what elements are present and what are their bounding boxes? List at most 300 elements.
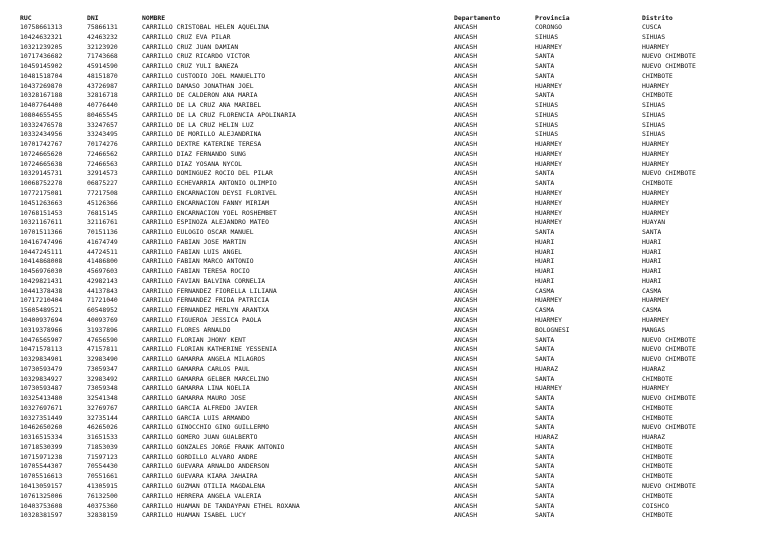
departamento-cell: ANCASH xyxy=(454,481,478,490)
provincia-cell: SIHUAS xyxy=(535,110,559,119)
provincia-cell: SANTA xyxy=(535,335,555,344)
table-row xyxy=(20,404,760,414)
departamento-cell: ANCASH xyxy=(454,169,478,178)
ruc-cell: 10705516613 xyxy=(20,472,63,481)
nombre-cell: CARRILLO FIGUEROA JESSICA PAOLA xyxy=(142,315,262,324)
nombre-cell: CARRILLO FAVIAN BALVINA CORNELIA xyxy=(142,276,266,285)
departamento-cell: ANCASH xyxy=(454,501,478,510)
distrito-cell: HUARI xyxy=(642,276,662,285)
distrito-cell: NUEVO CHIMBOTE xyxy=(642,355,696,364)
dni-cell: 32769767 xyxy=(87,403,118,412)
departamento-cell: ANCASH xyxy=(454,208,478,217)
departamento-cell: ANCASH xyxy=(454,189,478,198)
departamento-cell: ANCASH xyxy=(454,149,478,158)
ruc-cell: 10717436682 xyxy=(20,52,63,61)
distrito-cell: CHIMBOTE xyxy=(642,472,673,481)
distrito-cell: CHIMBOTE xyxy=(642,442,673,451)
nombre-cell: CARRILLO DEXTRE KATERINE TERESA xyxy=(142,140,262,149)
table-row xyxy=(20,52,760,62)
distrito-cell: HUARMEY xyxy=(642,296,669,305)
column-header-distrito: Distrito xyxy=(642,14,673,22)
table-row xyxy=(20,43,760,53)
provincia-cell: HUARMEY xyxy=(535,296,562,305)
table-row xyxy=(20,228,760,238)
provincia-cell: SANTA xyxy=(535,228,555,237)
table-row xyxy=(20,248,760,258)
table-row xyxy=(20,91,760,101)
distrito-cell: MANGAS xyxy=(642,325,666,334)
table-row xyxy=(20,62,760,72)
dni-cell: 70174276 xyxy=(87,140,118,149)
table-row xyxy=(20,326,760,336)
nombre-cell: CARRILLO DE MORILLO ALEJANDRINA xyxy=(142,130,262,139)
nombre-cell: CARRILLO GARCIA ALFREDO JAVIER xyxy=(142,403,258,412)
table-row xyxy=(20,423,760,433)
ruc-cell: 10329834901 xyxy=(20,355,63,364)
distrito-cell: COISHCO xyxy=(642,501,669,510)
ruc-cell: 10327351449 xyxy=(20,413,63,422)
nombre-cell: CARRILLO DIAZ YOSANA NYCOL xyxy=(142,159,243,168)
nombre-cell: CARRILLO FERNANDEZ FRIDA PATRICIA xyxy=(142,296,269,305)
dni-cell: 32914573 xyxy=(87,169,118,178)
table-row xyxy=(20,345,760,355)
provincia-cell: HUARAZ xyxy=(535,364,559,373)
distrito-cell: CASMA xyxy=(642,306,662,315)
departamento-cell: ANCASH xyxy=(454,71,478,80)
dni-cell: 45697603 xyxy=(87,267,118,276)
dni-cell: 76815145 xyxy=(87,208,118,217)
table-row xyxy=(20,218,760,228)
departamento-cell: ANCASH xyxy=(454,91,478,100)
distrito-cell: CHIMBOTE xyxy=(642,462,673,471)
departamento-cell: ANCASH xyxy=(454,364,478,373)
distrito-cell: CHIMBOTE xyxy=(642,413,673,422)
distrito-cell: NUEVO CHIMBOTE xyxy=(642,52,696,61)
distrito-cell: HUARMEY xyxy=(642,159,669,168)
nombre-cell: CARRILLO ENCARNACION DEYSI FLORIVEL xyxy=(142,189,277,198)
provincia-cell: HUARMEY xyxy=(535,149,562,158)
table-row xyxy=(20,72,760,82)
distrito-cell: HUARI xyxy=(642,257,662,266)
dni-cell: 70551661 xyxy=(87,472,118,481)
dni-cell: 48151870 xyxy=(87,71,118,80)
ruc-cell: 10456976030 xyxy=(20,267,63,276)
provincia-cell: SANTA xyxy=(535,394,555,403)
provincia-cell: SIHUAS xyxy=(535,101,559,110)
departamento-cell: ANCASH xyxy=(454,452,478,461)
dni-cell: 44724511 xyxy=(87,247,118,256)
distrito-cell: NUEVO CHIMBOTE xyxy=(642,423,696,432)
provincia-cell: SANTA xyxy=(535,374,555,383)
ruc-cell: 10332476578 xyxy=(20,120,63,129)
nombre-cell: CARRILLO FERNANDEZ MERLYN ARANTXA xyxy=(142,306,269,315)
table-row xyxy=(20,492,760,502)
provincia-cell: SANTA xyxy=(535,413,555,422)
ruc-cell: 10701742767 xyxy=(20,140,63,149)
table-row xyxy=(20,355,760,365)
dni-cell: 41486800 xyxy=(87,257,118,266)
departamento-cell: ANCASH xyxy=(454,511,478,520)
ruc-cell: 10329834927 xyxy=(20,374,63,383)
dni-cell: 76132500 xyxy=(87,491,118,500)
dni-cell: 71853039 xyxy=(87,442,118,451)
dni-cell: 33243495 xyxy=(87,130,118,139)
nombre-cell: CARRILLO FABIAN JOSE MARTIN xyxy=(142,237,246,246)
dni-cell: 70151136 xyxy=(87,228,118,237)
provincia-cell: HUARMEY xyxy=(535,140,562,149)
ruc-cell: 10414868008 xyxy=(20,257,63,266)
dni-cell: 32816718 xyxy=(87,91,118,100)
nombre-cell: CARRILLO FABIAN LUIS ANGEL xyxy=(142,247,243,256)
departamento-cell: ANCASH xyxy=(454,423,478,432)
distrito-cell: SIHUAS xyxy=(642,120,666,129)
provincia-cell: HUARI xyxy=(535,267,555,276)
departamento-cell: ANCASH xyxy=(454,110,478,119)
departamento-cell: ANCASH xyxy=(454,120,478,129)
ruc-cell: 10332434956 xyxy=(20,130,63,139)
dni-cell: 45914590 xyxy=(87,62,118,71)
departamento-cell: ANCASH xyxy=(454,433,478,442)
distrito-cell: CHIMBOTE xyxy=(642,403,673,412)
ruc-cell: 10701511366 xyxy=(20,228,63,237)
ruc-cell: 10327697671 xyxy=(20,403,63,412)
table-row xyxy=(20,453,760,463)
table-row xyxy=(20,209,760,219)
dni-cell: 42982143 xyxy=(87,276,118,285)
nombre-cell: CARRILLO CRUZ EVA PILAR xyxy=(142,32,231,41)
nombre-cell: CARRILLO FLORIAN KATHERINE YESSENIA xyxy=(142,345,277,354)
dni-cell: 71721040 xyxy=(87,296,118,305)
nombre-cell: CARRILLO ENCARNACION FANNY MIRIAM xyxy=(142,198,269,207)
dni-cell: 32983490 xyxy=(87,355,118,364)
dni-cell: 45126366 xyxy=(87,198,118,207)
table-row xyxy=(20,336,760,346)
distrito-cell: NUEVO CHIMBOTE xyxy=(642,169,696,178)
table-row xyxy=(20,267,760,277)
table-row xyxy=(20,502,760,512)
ruc-cell: 10481518704 xyxy=(20,71,63,80)
column-header-departamento: Departamento xyxy=(454,14,501,22)
nombre-cell: CARRILLO GUEVARA KIARA JAHAIRA xyxy=(142,472,258,481)
nombre-cell: CARRILLO EULOGIO OSCAR MANUEL xyxy=(142,228,254,237)
distrito-cell: NUEVO CHIMBOTE xyxy=(642,345,696,354)
table-row xyxy=(20,257,760,267)
dni-cell: 60548952 xyxy=(87,306,118,315)
provincia-cell: SANTA xyxy=(535,345,555,354)
nombre-cell: CARRILLO CRUZ JUAN DAMIAN xyxy=(142,42,239,51)
dni-cell: 44137843 xyxy=(87,286,118,295)
provincia-cell: HUARAZ xyxy=(535,433,559,442)
ruc-cell: 10471578113 xyxy=(20,345,63,354)
ruc-cell: 10424632321 xyxy=(20,32,63,41)
distrito-cell: HUARMEY xyxy=(642,149,669,158)
dni-cell: 32983492 xyxy=(87,374,118,383)
table-row xyxy=(20,199,760,209)
table-row xyxy=(20,306,760,316)
table-row xyxy=(20,160,760,170)
ruc-cell: 10413059157 xyxy=(20,481,63,490)
provincia-cell: SANTA xyxy=(535,491,555,500)
provincia-cell: SANTA xyxy=(535,62,555,71)
provincia-cell: SANTA xyxy=(535,71,555,80)
dni-cell: 41305915 xyxy=(87,481,118,490)
nombre-cell: CARRILLO HERRERA ANGELA VALERIA xyxy=(142,491,262,500)
ruc-cell: 10804655455 xyxy=(20,110,63,119)
column-header-dni: DNI xyxy=(87,14,99,22)
departamento-cell: ANCASH xyxy=(454,62,478,71)
departamento-cell: ANCASH xyxy=(454,218,478,227)
contributor-table xyxy=(20,14,760,521)
table-row xyxy=(20,462,760,472)
nombre-cell: CARRILLO HUAMAN DE TANDAYPAN ETHEL ROXANA xyxy=(142,501,300,510)
table-row xyxy=(20,121,760,131)
departamento-cell: ANCASH xyxy=(454,413,478,422)
nombre-cell: CARRILLO FLORES ARNALDO xyxy=(142,325,231,334)
nombre-cell: CARRILLO GINOCCHIO GINO GUILLERMO xyxy=(142,423,269,432)
table-row xyxy=(20,414,760,424)
provincia-cell: BOLOGNESI xyxy=(535,325,570,334)
departamento-cell: ANCASH xyxy=(454,42,478,51)
dni-cell: 32838159 xyxy=(87,511,118,520)
dni-cell: 73059347 xyxy=(87,364,118,373)
ruc-cell: 10476565907 xyxy=(20,335,63,344)
nombre-cell: CARRILLO DIAZ FERNANDO SUNG xyxy=(142,149,246,158)
ruc-cell: 10325413480 xyxy=(20,394,63,403)
distrito-cell: CHIMBOTE xyxy=(642,374,673,383)
nombre-cell: CARRILLO GARCIA LUIS ARMANDO xyxy=(142,413,250,422)
provincia-cell: HUARI xyxy=(535,247,555,256)
ruc-cell: 10717210404 xyxy=(20,296,63,305)
ruc-cell: 10437269870 xyxy=(20,81,63,90)
provincia-cell: SANTA xyxy=(535,452,555,461)
ruc-cell: 10768151453 xyxy=(20,208,63,217)
distrito-cell: HUARMEY xyxy=(642,384,669,393)
provincia-cell: SANTA xyxy=(535,403,555,412)
ruc-cell: 10772175081 xyxy=(20,189,63,198)
provincia-cell: SANTA xyxy=(535,52,555,61)
departamento-cell: ANCASH xyxy=(454,355,478,364)
table-row xyxy=(20,472,760,482)
provincia-cell: SANTA xyxy=(535,169,555,178)
distrito-cell: HUARMEY xyxy=(642,315,669,324)
table-row xyxy=(20,82,760,92)
distrito-cell: NUEVO CHIMBOTE xyxy=(642,394,696,403)
distrito-cell: SIHUAS xyxy=(642,130,666,139)
ruc-cell: 10724665620 xyxy=(20,149,63,158)
nombre-cell: CARRILLO CRUZ YULI BANEZA xyxy=(142,62,239,71)
departamento-cell: ANCASH xyxy=(454,276,478,285)
table-row xyxy=(20,140,760,150)
table-row xyxy=(20,384,760,394)
provincia-cell: HUARMEY xyxy=(535,384,562,393)
ruc-cell: 10758661313 xyxy=(20,23,63,31)
table-row xyxy=(20,169,760,179)
distrito-cell: CHIMBOTE xyxy=(642,511,673,520)
departamento-cell: ANCASH xyxy=(454,384,478,393)
table-row xyxy=(20,443,760,453)
departamento-cell: ANCASH xyxy=(454,101,478,110)
table-body xyxy=(20,23,760,521)
ruc-cell: 10407764400 xyxy=(20,101,63,110)
dni-cell: 47656590 xyxy=(87,335,118,344)
nombre-cell: CARRILLO FABIAN MARCO ANTONIO xyxy=(142,257,254,266)
departamento-cell: ANCASH xyxy=(454,267,478,276)
distrito-cell: HUARAZ xyxy=(642,433,666,442)
table-row xyxy=(20,179,760,189)
nombre-cell: CARRILLO ECHEVARRIA ANTONIO OLIMPIO xyxy=(142,179,277,188)
dni-cell: 71597123 xyxy=(87,452,118,461)
ruc-cell: 10730593487 xyxy=(20,384,63,393)
ruc-cell: 10329145731 xyxy=(20,169,63,178)
table-row xyxy=(20,296,760,306)
nombre-cell: CARRILLO FERNANDEZ FIORELLA LILIANA xyxy=(142,286,277,295)
departamento-cell: ANCASH xyxy=(454,296,478,305)
ruc-cell: 10459145902 xyxy=(20,62,63,71)
table-row xyxy=(20,23,760,33)
table-row xyxy=(20,511,760,521)
nombre-cell: CARRILLO HUAMAN ISABEL LUCY xyxy=(142,511,246,520)
distrito-cell: NUEVO CHIMBOTE xyxy=(642,335,696,344)
departamento-cell: ANCASH xyxy=(454,159,478,168)
provincia-cell: CASMA xyxy=(535,306,555,315)
departamento-cell: ANCASH xyxy=(454,462,478,471)
table-header-row xyxy=(20,14,760,23)
provincia-cell: SANTA xyxy=(535,91,555,100)
departamento-cell: ANCASH xyxy=(454,286,478,295)
distrito-cell: HUARMEY xyxy=(642,208,669,217)
departamento-cell: ANCASH xyxy=(454,442,478,451)
distrito-cell: HUARMEY xyxy=(642,140,669,149)
provincia-cell: HUARMEY xyxy=(535,159,562,168)
distrito-cell: SIHUAS xyxy=(642,32,666,41)
ruc-cell: 10416747496 xyxy=(20,237,63,246)
provincia-cell: SANTA xyxy=(535,423,555,432)
ruc-cell: 10462650260 xyxy=(20,423,63,432)
departamento-cell: ANCASH xyxy=(454,403,478,412)
departamento-cell: ANCASH xyxy=(454,237,478,246)
nombre-cell: CARRILLO DOMINGUEZ ROCIO DEL PILAR xyxy=(142,169,273,178)
provincia-cell: HUARMEY xyxy=(535,315,562,324)
nombre-cell: CARRILLO GUEVARA ARNALDO ANDERSON xyxy=(142,462,269,471)
dni-cell: 46265026 xyxy=(87,423,118,432)
table-row xyxy=(20,316,760,326)
departamento-cell: ANCASH xyxy=(454,306,478,315)
nombre-cell: CARRILLO DE LA CRUZ ANA MARIBEL xyxy=(142,101,262,110)
distrito-cell: HUARMEY xyxy=(642,81,669,90)
provincia-cell: HUARMEY xyxy=(535,218,562,227)
provincia-cell: SANTA xyxy=(535,472,555,481)
dni-cell: 32116761 xyxy=(87,218,118,227)
provincia-cell: HUARMEY xyxy=(535,42,562,51)
provincia-cell: HUARMEY xyxy=(535,208,562,217)
provincia-cell: HUARMEY xyxy=(535,81,562,90)
nombre-cell: CARRILLO GAMARRA ANGELA MILAGROS xyxy=(142,355,266,364)
nombre-cell: CARRILLO DE CALDERON ANA MARIA xyxy=(142,91,258,100)
ruc-cell: 10715971238 xyxy=(20,452,63,461)
nombre-cell: CARRILLO ENCARNACION YOEL ROSHEMBET xyxy=(142,208,277,217)
departamento-cell: ANCASH xyxy=(454,257,478,266)
dni-cell: 72466563 xyxy=(87,159,118,168)
distrito-cell: SIHUAS xyxy=(642,101,666,110)
provincia-cell: HUARI xyxy=(535,276,555,285)
distrito-cell: CHIMBOTE xyxy=(642,71,673,80)
departamento-cell: ANCASH xyxy=(454,52,478,61)
table-row xyxy=(20,375,760,385)
ruc-cell: 10319378966 xyxy=(20,325,63,334)
nombre-cell: CARRILLO GORDILLO ALVARO ANDRE xyxy=(142,452,258,461)
distrito-cell: HUARI xyxy=(642,267,662,276)
table-row xyxy=(20,394,760,404)
table-row xyxy=(20,130,760,140)
dni-cell: 43726987 xyxy=(87,81,118,90)
nombre-cell: CARRILLO GAMARRA LINA NOELIA xyxy=(142,384,250,393)
departamento-cell: ANCASH xyxy=(454,315,478,324)
ruc-cell: 10321167611 xyxy=(20,218,63,227)
nombre-cell: CARRILLO GUZMAN OTILIA MAGDALENA xyxy=(142,481,266,490)
nombre-cell: CARRILLO CUSTODIO JOEL MANUELITO xyxy=(142,71,266,80)
table-row xyxy=(20,433,760,443)
nombre-cell: CARRILLO DE LA CRUZ HELIN LUZ xyxy=(142,120,254,129)
ruc-cell: 10705544307 xyxy=(20,462,63,471)
departamento-cell: ANCASH xyxy=(454,394,478,403)
ruc-cell: 10429821431 xyxy=(20,276,63,285)
dni-cell: 75866131 xyxy=(87,23,118,31)
dni-cell: 32123920 xyxy=(87,42,118,51)
provincia-cell: SIHUAS xyxy=(535,120,559,129)
distrito-cell: CHIMBOTE xyxy=(642,491,673,500)
provincia-cell: SANTA xyxy=(535,462,555,471)
distrito-cell: HUARI xyxy=(642,247,662,256)
nombre-cell: CARRILLO GONZALES JORGE FRANK ANTONIO xyxy=(142,442,285,451)
ruc-cell: 10451263663 xyxy=(20,198,63,207)
nombre-cell: CARRILLO CRISTOBAL HELEN AQUELINA xyxy=(142,23,269,31)
provincia-cell: HUARMEY xyxy=(535,189,562,198)
departamento-cell: ANCASH xyxy=(454,374,478,383)
table-row xyxy=(20,277,760,287)
dni-cell: 71743668 xyxy=(87,52,118,61)
table-row xyxy=(20,33,760,43)
ruc-cell: 10328381597 xyxy=(20,511,63,520)
dni-cell: 80465545 xyxy=(87,110,118,119)
departamento-cell: ANCASH xyxy=(454,130,478,139)
departamento-cell: ANCASH xyxy=(454,247,478,256)
column-header-provincia: Provincia xyxy=(535,14,570,22)
ruc-cell: 10441378438 xyxy=(20,286,63,295)
dni-cell: 40375360 xyxy=(87,501,118,510)
distrito-cell: HUARMEY xyxy=(642,198,669,207)
distrito-cell: SIHUAS xyxy=(642,110,666,119)
dni-cell: 06875227 xyxy=(87,179,118,188)
departamento-cell: ANCASH xyxy=(454,23,478,31)
dni-cell: 41674749 xyxy=(87,237,118,246)
distrito-cell: NUEVO CHIMBOTE xyxy=(642,62,696,71)
nombre-cell: CARRILLO ESPINOZA ALEJANDRO MATEO xyxy=(142,218,269,227)
nombre-cell: CARRILLO CRUZ RICARDO VICTOR xyxy=(142,52,250,61)
distrito-cell: CHIMBOTE xyxy=(642,179,673,188)
ruc-cell: 10447245111 xyxy=(20,247,63,256)
provincia-cell: SIHUAS xyxy=(535,32,559,41)
dni-cell: 40776440 xyxy=(87,101,118,110)
dni-cell: 73059348 xyxy=(87,384,118,393)
distrito-cell: HUARAZ xyxy=(642,364,666,373)
ruc-cell: 10400937694 xyxy=(20,315,63,324)
distrito-cell: HUARMEY xyxy=(642,42,669,51)
provincia-cell: HUARI xyxy=(535,257,555,266)
distrito-cell: NUEVO CHIMBOTE xyxy=(642,481,696,490)
nombre-cell: CARRILLO GOMERO JUAN GUALBERTO xyxy=(142,433,258,442)
ruc-cell: 10730593479 xyxy=(20,364,63,373)
nombre-cell: CARRILLO GAMARRA GELBER MARCELINO xyxy=(142,374,269,383)
